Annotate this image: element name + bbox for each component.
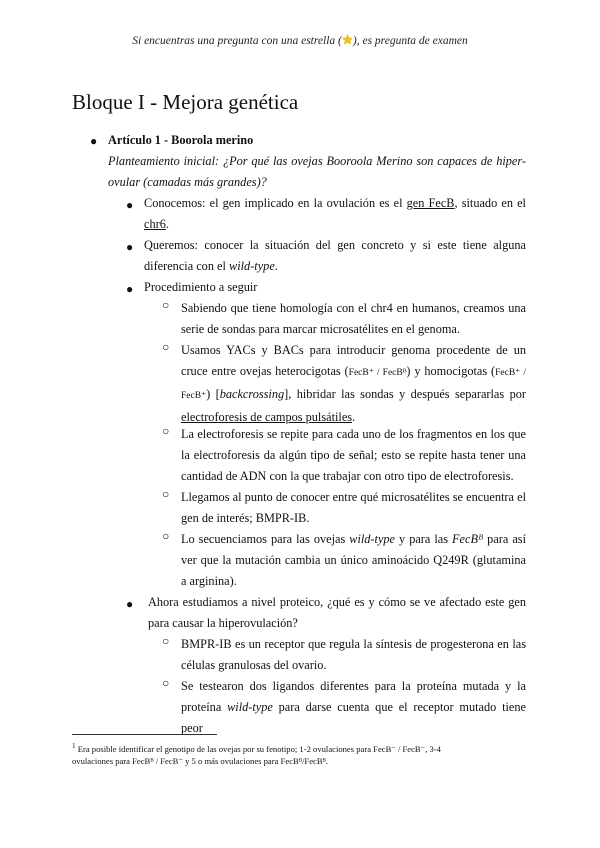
- text: .: [352, 410, 356, 424]
- bullet-circle: ○: [162, 529, 170, 543]
- footnote-text-1: Era posible identificar el genotipo de las ovejas por su fenotipo; 1-2 ovulaciones para FecB⁻ / FecB⁻, 3-4: [75, 743, 441, 754]
- text: para así ver que la mutación cambia un único aminoácido Q249R (glutamina a arginina).: [181, 532, 527, 588]
- procedure-step-1: Sabiendo que tiene homología con el chr4 en humanos, creamos una serie de sondas para marcar microsatélites en el genoma.: [181, 301, 526, 336]
- bullet-dot: ●: [126, 198, 134, 212]
- genotype: FecB⁺ / FecB⁺: [181, 368, 526, 401]
- text: Queremos: conocer la situación del gen concreto y si este tiene alguna diferencia con el: [144, 238, 526, 273]
- protein-step-2: [181, 676, 526, 739]
- text: ], hibridar las sondas y después separarlas por: [284, 387, 526, 401]
- procedure-step-2: [181, 340, 526, 428]
- header-text-end: ), es pregunta de examen: [352, 35, 468, 47]
- premise-text: ¿Por qué las ovejas Booroola Merino son capaces de hiper-ovular (camadas más grandes)?: [108, 154, 527, 189]
- bullet-dot: ●: [90, 134, 98, 148]
- electrophoresis-link[interactable]: electroforesis de campos pulsátiles: [181, 410, 353, 424]
- bullet-dot: ●: [126, 240, 134, 254]
- star-icon: [342, 34, 353, 45]
- page-header: [0, 34, 600, 47]
- genotype: FecB⁺ / FecBᴮ: [348, 368, 407, 378]
- text: .: [274, 259, 278, 273]
- item-procedure: Procedimiento a seguir: [144, 280, 258, 294]
- procedure-step-3: La electroforesis se repite para cada uno de los fragmentos en los que la electroforesis da algún tipo de señal; esto se repite hasta tener una cantidad de ADN con la que trabajar con otro tipo de electroforesis.: [181, 427, 526, 483]
- text: y para las: [395, 532, 453, 546]
- bullet-circle: ○: [162, 487, 170, 501]
- text: Usamos YACs y BACs para introducir genoma procedente de un cruce entre ovejas heterocigotas (: [181, 343, 526, 378]
- text-italic: FecBᴮ: [452, 532, 484, 546]
- item-known: [144, 193, 526, 235]
- bullet-circle: ○: [162, 298, 170, 312]
- procedure-step-4: Llegamos al punto de conocer entre qué microsatélites se encuentra el gen de interés; BMPR-IB.: [181, 490, 526, 525]
- page-title: Bloque I - Mejora genética: [72, 90, 299, 114]
- text: Se testearon dos ligandos diferentes para la proteína mutada y la proteína: [181, 679, 526, 714]
- bullet-circle: ○: [162, 676, 170, 690]
- premise-label: Planteamiento inicial:: [108, 154, 220, 168]
- text: ) [: [206, 387, 220, 401]
- chr6-link[interactable]: chr6: [144, 217, 166, 231]
- footnote: [72, 740, 532, 767]
- item-want: [144, 235, 526, 277]
- text: Lo secuenciamos para las ovejas: [181, 532, 350, 546]
- procedure-step-5: [181, 529, 526, 592]
- bullet-circle: ○: [162, 634, 170, 648]
- footnote-text-2: ovulaciones para FecBᴮ / FecB⁻ y 5 o más ovulaciones para FecBᴮ/FecBᴮ.: [72, 755, 329, 766]
- footnote-divider: [72, 734, 217, 735]
- text: Conocemos: el gen implicado en la ovulación es el: [144, 196, 407, 210]
- bullet-dot: ●: [126, 282, 134, 296]
- item-protein: Ahora estudiamos a nivel proteico, ¿qué es y cómo se ve afectado este gen para causar la hiperovulación?: [148, 595, 526, 630]
- header-text-start: Si encuentras una pregunta con una estrella (: [132, 35, 342, 47]
- bullet-circle: ○: [162, 340, 170, 354]
- article-title: Artículo 1 - Boorola merino: [108, 133, 254, 147]
- footnote-mark: 1: [72, 742, 76, 750]
- protein-step-1: BMPR-IB es un receptor que regula la síntesis de progesterona en las células granulosas del ovario.: [181, 637, 526, 672]
- text: , situado en el: [454, 196, 526, 210]
- gene-fecb-link[interactable]: gen FecB: [406, 196, 455, 210]
- text: para darse cuenta que el receptor mutado tiene peor: [181, 700, 526, 735]
- bullet-circle: ○: [162, 424, 170, 438]
- text: .: [165, 217, 169, 231]
- text: ) y homocigotas (: [406, 364, 496, 378]
- text-italic: wild-type: [349, 532, 396, 546]
- article-premise: [108, 151, 526, 193]
- text-italic: backcrossing: [219, 387, 285, 401]
- text-italic: wild-type: [227, 700, 273, 714]
- text-italic: wild-type: [229, 259, 275, 273]
- bullet-dot: ●: [126, 597, 134, 611]
